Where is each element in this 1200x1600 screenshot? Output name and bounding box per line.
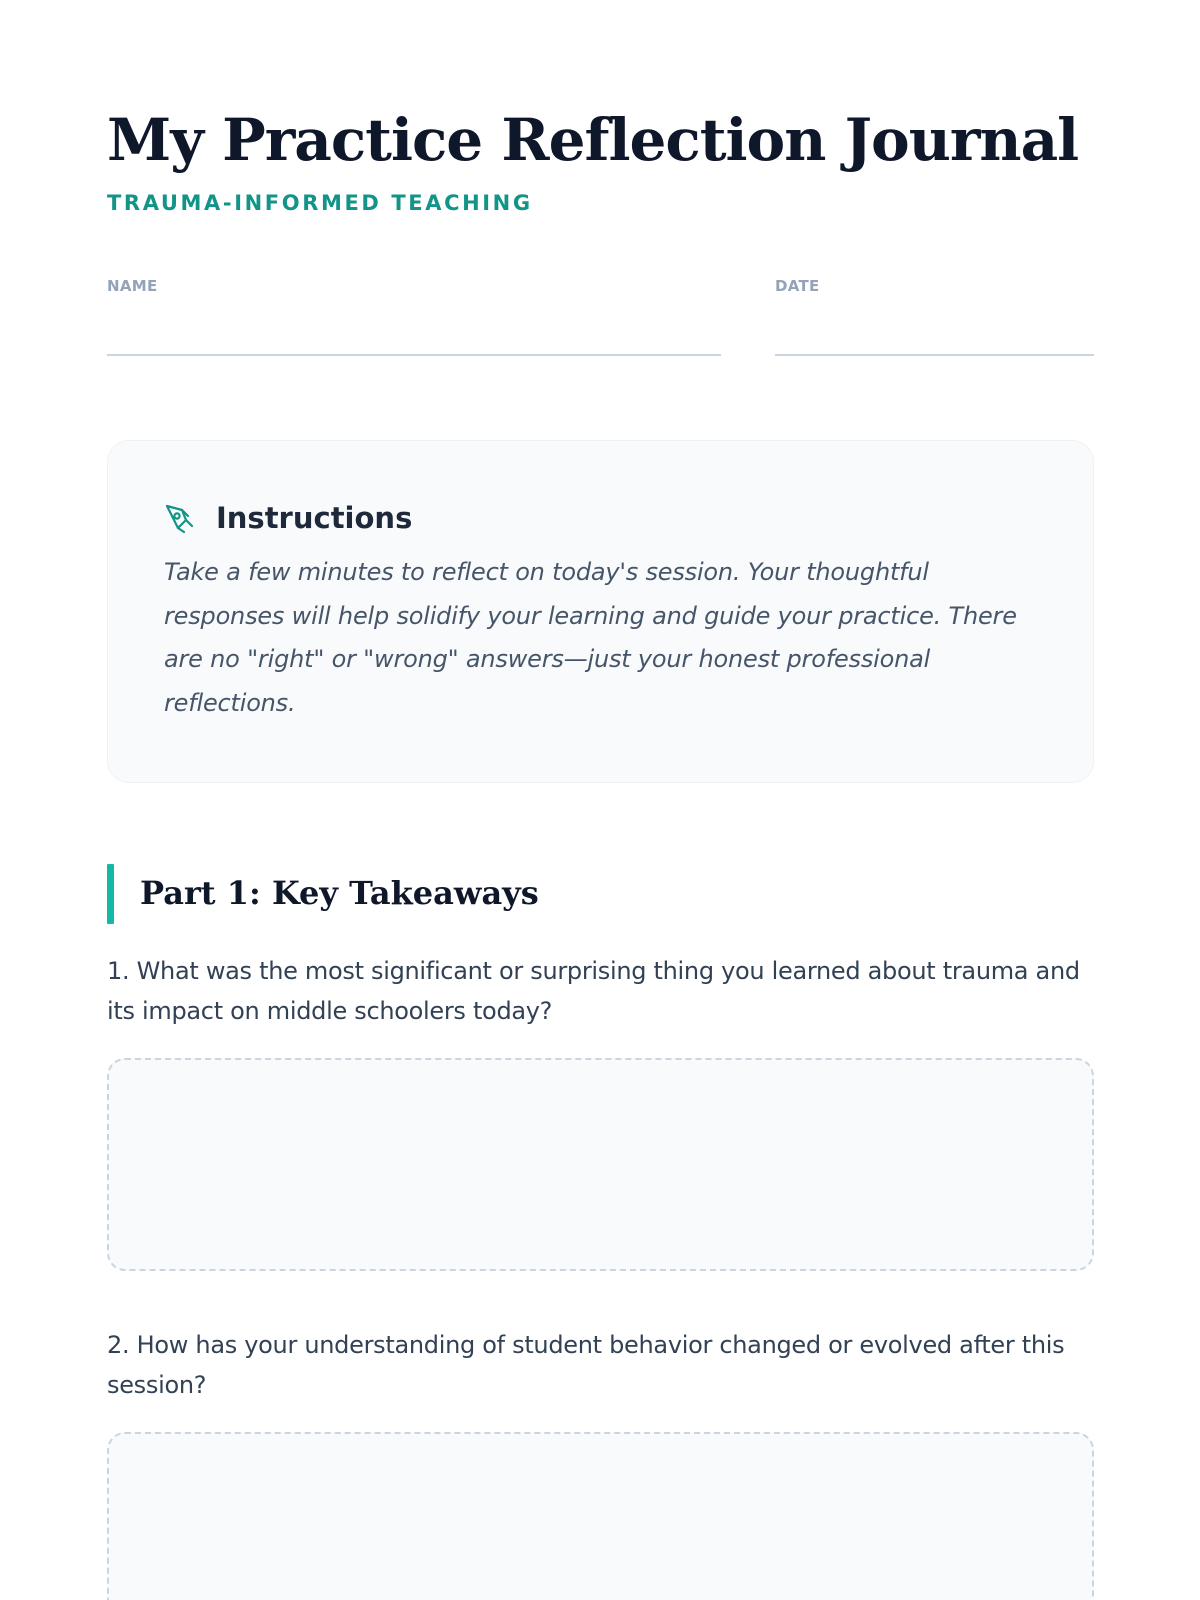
answer-field-2[interactable] <box>107 1432 1094 1600</box>
instructions-text: Take a few minutes to reflect on today's session. Your thoughtful responses will help solidify your learning and guide your practice. There are no "right" or "wrong" answers—just your honest professional reflections. <box>164 558 1017 717</box>
answer-field-1[interactable] <box>107 1058 1094 1271</box>
date-label: DATE <box>775 277 820 295</box>
section-heading-part-1: Part 1: Key Takeaways <box>140 874 539 912</box>
question-1: 1. What was the most significant or surprising thing you learned about trauma and its impact on middle schoolers today? <box>107 957 1080 1025</box>
name-label: NAME <box>107 277 158 295</box>
instructions-panel <box>107 440 1094 783</box>
question-2: 2. How has your understanding of student behavior changed or evolved after this session? <box>107 1331 1065 1399</box>
name-field[interactable] <box>107 300 721 356</box>
page-subtitle: TRAUMA-INFORMED TEACHING <box>107 191 533 215</box>
page-title: My Practice Reflection Journal <box>107 106 1079 174</box>
date-field[interactable] <box>775 300 1094 356</box>
instructions-heading: Instructions <box>216 501 413 535</box>
pen-nib-icon <box>164 502 196 534</box>
section-accent-bar <box>107 864 114 924</box>
journal-page <box>107 0 1094 1600</box>
